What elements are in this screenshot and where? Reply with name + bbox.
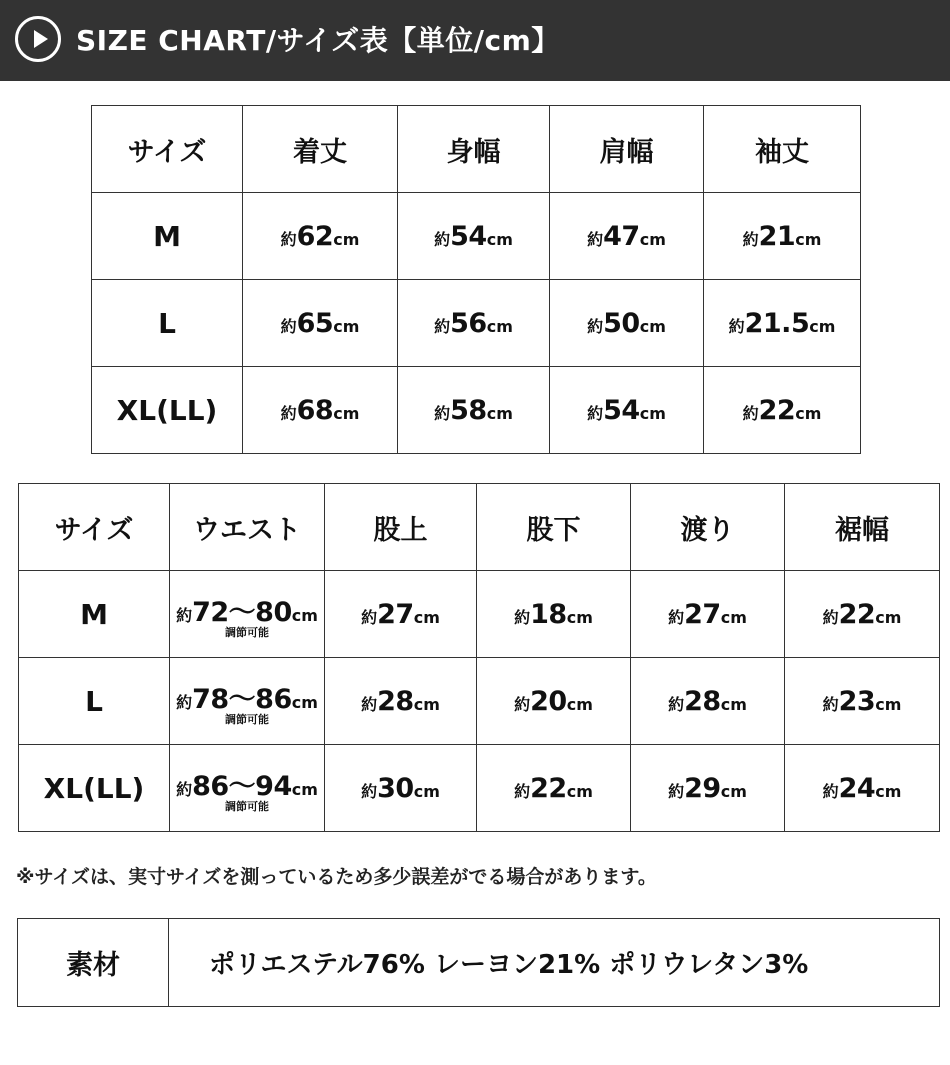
measurement-cell	[785, 745, 940, 832]
approx-prefix: 約	[514, 694, 531, 714]
measurement-value: 47	[603, 220, 640, 252]
size-label: L	[92, 280, 243, 367]
measurement-value: 28	[684, 685, 721, 717]
unit-label: cm	[486, 316, 513, 336]
unit-label: cm	[639, 316, 666, 336]
approx-prefix: 約	[434, 403, 451, 423]
size-label: M	[92, 193, 243, 280]
measurement-value: 27	[684, 598, 721, 630]
measurement-cell	[631, 658, 785, 745]
column-header: サイズ	[19, 484, 170, 571]
unit-label: cm	[720, 607, 747, 627]
unit-label: cm	[566, 694, 593, 714]
measurement-cell	[243, 280, 398, 367]
approx-prefix: 約	[280, 316, 297, 336]
approx-prefix: 約	[514, 607, 531, 627]
approx-prefix: 約	[176, 605, 193, 625]
measurement-cell	[325, 745, 477, 832]
approx-prefix: 約	[742, 403, 759, 423]
unit-label: cm	[333, 403, 360, 423]
measurement-cell	[325, 658, 477, 745]
measurement-cell	[785, 571, 940, 658]
measurement-value: 86〜94	[192, 770, 292, 802]
unit-label: cm	[413, 781, 440, 801]
table-row	[92, 193, 861, 280]
measurement-cell	[631, 571, 785, 658]
unit-label: cm	[639, 229, 666, 249]
column-header: 着丈	[243, 106, 398, 193]
unit-label: cm	[566, 607, 593, 627]
measurement-cell	[704, 193, 861, 280]
size-label: M	[19, 571, 170, 658]
adjustable-note: 調節可能	[225, 799, 269, 813]
column-header: ウエスト	[170, 484, 325, 571]
size-label: XL(LL)	[92, 367, 243, 454]
column-header: 肩幅	[550, 106, 704, 193]
measurement-value: 22	[530, 772, 567, 804]
measurement-cell	[477, 571, 631, 658]
measurement-cell	[398, 193, 550, 280]
header-row	[92, 106, 861, 193]
approx-prefix: 約	[434, 316, 451, 336]
material-row	[18, 919, 940, 1007]
unit-label: cm	[809, 316, 836, 336]
approx-prefix: 約	[176, 692, 193, 712]
measurement-value: 58	[450, 394, 487, 426]
unit-label: cm	[875, 781, 902, 801]
unit-label: cm	[639, 403, 666, 423]
approx-prefix: 約	[587, 229, 604, 249]
column-header: 袖丈	[704, 106, 861, 193]
measurement-cell	[243, 193, 398, 280]
measurement-cell	[704, 280, 861, 367]
measurement-cell	[550, 367, 704, 454]
approx-prefix: 約	[822, 607, 839, 627]
measurement-value: 54	[603, 394, 640, 426]
measurement-value: 22	[838, 598, 876, 630]
approx-prefix: 約	[361, 694, 378, 714]
approx-prefix: 約	[668, 694, 685, 714]
table-row	[19, 745, 940, 832]
measurement-value: 72〜80	[192, 596, 292, 628]
unit-label: cm	[795, 403, 822, 423]
column-header: 股下	[477, 484, 631, 571]
measurement-value: 21.5	[744, 307, 810, 339]
measurement-value: 50	[603, 307, 640, 339]
measurement-cell	[170, 571, 325, 658]
size-label: XL(LL)	[19, 745, 170, 832]
measurement-value: 22	[758, 394, 796, 426]
approx-prefix: 約	[668, 607, 685, 627]
approx-prefix: 約	[361, 607, 378, 627]
measurement-cell	[398, 280, 550, 367]
unit-label: cm	[566, 781, 593, 801]
play-circle-icon	[15, 16, 61, 62]
measurement-cell	[631, 745, 785, 832]
tops-size-table	[91, 105, 861, 454]
measurement-value: 28	[377, 685, 414, 717]
material-label: 素材	[18, 919, 169, 1007]
column-header: 身幅	[398, 106, 550, 193]
measurement-value: 56	[450, 307, 487, 339]
unit-label: cm	[720, 694, 747, 714]
measurement-cell	[170, 745, 325, 832]
header-row	[19, 484, 940, 571]
header-bar	[0, 0, 950, 81]
unit-label: cm	[795, 229, 822, 249]
approx-prefix: 約	[668, 781, 685, 801]
measurement-value: 30	[377, 772, 414, 804]
unit-label: cm	[486, 229, 513, 249]
measurement-value: 54	[450, 220, 487, 252]
measurement-value: 78〜86	[192, 683, 292, 715]
measurement-cell	[243, 367, 398, 454]
measurement-value: 20	[530, 685, 567, 717]
approx-prefix: 約	[742, 229, 759, 249]
approx-prefix: 約	[280, 403, 297, 423]
approx-prefix: 約	[822, 781, 839, 801]
approx-prefix: 約	[434, 229, 451, 249]
approx-prefix: 約	[822, 694, 839, 714]
adjustable-note: 調節可能	[225, 712, 269, 726]
measurement-cell	[785, 658, 940, 745]
unit-label: cm	[291, 605, 318, 625]
unit-label: cm	[486, 403, 513, 423]
approx-prefix: 約	[361, 781, 378, 801]
measurement-value: 29	[684, 772, 721, 804]
column-header: 裾幅	[785, 484, 940, 571]
measurement-value: 24	[838, 772, 876, 804]
unit-label: cm	[333, 316, 360, 336]
measurement-value: 65	[296, 307, 334, 339]
measurement-cell	[398, 367, 550, 454]
measurement-cell	[477, 745, 631, 832]
measurement-cell	[704, 367, 861, 454]
adjustable-note: 調節可能	[225, 625, 269, 639]
material-table	[17, 918, 940, 1007]
measurement-note: ※サイズは、実寸サイズを測っているため多少誤差がでる場合があります。	[16, 866, 657, 888]
measurement-cell	[550, 193, 704, 280]
table-row	[92, 367, 861, 454]
page-title: SIZE CHART/サイズ表【単位/cm】	[76, 24, 560, 57]
unit-label: cm	[291, 692, 318, 712]
column-header: 股上	[325, 484, 477, 571]
unit-label: cm	[413, 607, 440, 627]
column-header: サイズ	[92, 106, 243, 193]
measurement-cell	[325, 571, 477, 658]
measurement-value: 62	[296, 220, 334, 252]
table-row	[19, 571, 940, 658]
unit-label: cm	[875, 694, 902, 714]
measurement-cell	[477, 658, 631, 745]
approx-prefix: 約	[728, 316, 745, 336]
approx-prefix: 約	[587, 403, 604, 423]
unit-label: cm	[875, 607, 902, 627]
bottoms-size-table	[18, 483, 940, 832]
unit-label: cm	[333, 229, 360, 249]
measurement-value: 21	[758, 220, 796, 252]
column-header: 渡り	[631, 484, 785, 571]
material-value: ポリエステル76% レーヨン21% ポリウレタン3%	[169, 919, 940, 1007]
size-label: L	[19, 658, 170, 745]
unit-label: cm	[413, 694, 440, 714]
table-row	[19, 658, 940, 745]
approx-prefix: 約	[587, 316, 604, 336]
measurement-cell	[170, 658, 325, 745]
approx-prefix: 約	[176, 779, 193, 799]
measurement-cell	[550, 280, 704, 367]
measurement-value: 68	[296, 394, 334, 426]
measurement-value: 18	[530, 598, 567, 630]
approx-prefix: 約	[280, 229, 297, 249]
unit-label: cm	[720, 781, 747, 801]
table-row	[92, 280, 861, 367]
measurement-value: 23	[838, 685, 876, 717]
unit-label: cm	[291, 779, 318, 799]
measurement-value: 27	[377, 598, 414, 630]
approx-prefix: 約	[514, 781, 531, 801]
